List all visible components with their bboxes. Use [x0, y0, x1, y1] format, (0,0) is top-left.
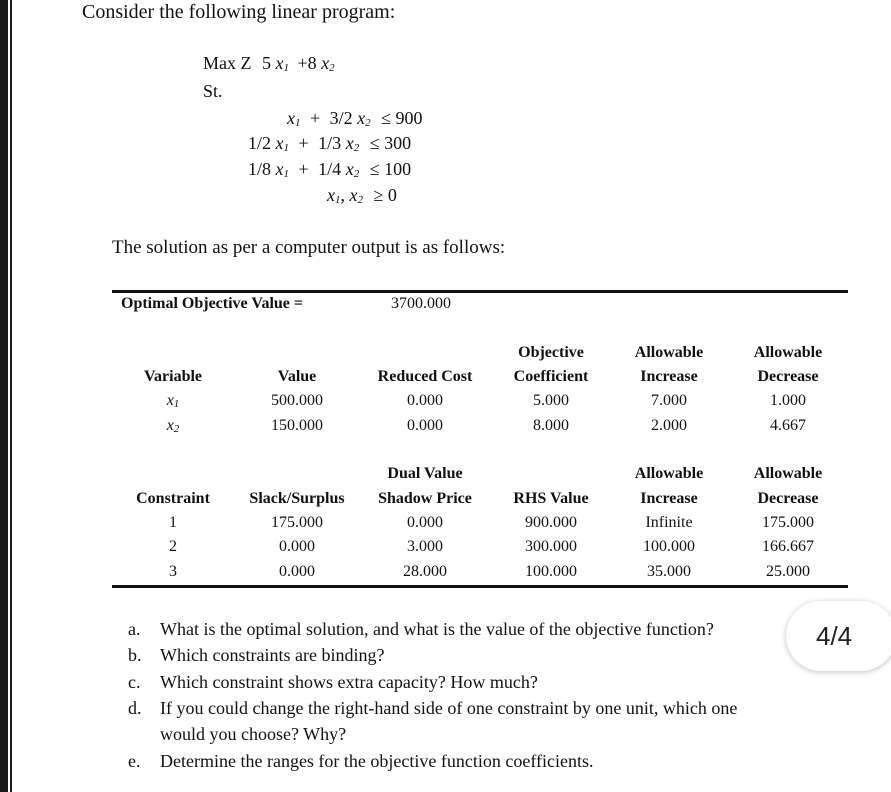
con-shadow: 3.000: [407, 538, 443, 555]
header-con-decrease-top: Allowable: [753, 465, 823, 482]
header-objective-bottom: Coefficient: [513, 368, 589, 385]
header-increase-bottom: Increase: [640, 368, 698, 385]
header-slack: Slack/Surplus: [249, 490, 345, 507]
header-decrease-top: Allowable: [753, 344, 823, 361]
var-coefficient: 8.000: [533, 417, 569, 434]
header-con-decrease-bottom: Decrease: [757, 490, 819, 507]
constraint-3-expr: 1/8 $x_1 + 1/4$ $x_2 \le 100$: [248, 159, 412, 180]
page-counter-badge[interactable]: 4/4: [786, 601, 891, 671]
con-increase: Infinite: [645, 514, 693, 531]
con-slack: 175.000: [271, 514, 323, 531]
table-row: $x_1$: [166, 392, 180, 410]
constraint-1-expr: $x_1 + 3/2$ $x_2 \le 900$: [287, 108, 423, 129]
header-increase-top: Allowable: [634, 344, 704, 361]
table-row: 2: [169, 538, 177, 555]
constraint-2-expr: 1/2 $x_1 + 1/3$ $x_2 \le 300$: [248, 133, 412, 154]
subject-to-label: St.: [203, 81, 223, 101]
nonnegativity-constraint: $x_1$, $x_2 \ge 0$: [327, 185, 397, 206]
con-slack: 0.000: [279, 563, 315, 580]
table-top-rule: [112, 290, 848, 293]
optimal-objective-label: Optimal Objective Value =: [121, 295, 303, 312]
var-decrease: 1.000: [770, 392, 806, 409]
var-coefficient: 5.000: [533, 392, 569, 409]
con-rhs: 100.000: [525, 563, 577, 580]
con-rhs: 300.000: [525, 538, 577, 555]
header-con-increase-bottom: Increase: [640, 490, 698, 507]
intro-text: Consider the following linear program:: [82, 1, 396, 23]
con-shadow: 0.000: [407, 514, 443, 531]
con-decrease: 166.667: [762, 538, 814, 555]
header-con-increase-top: Allowable: [634, 465, 704, 482]
con-slack: 0.000: [279, 538, 315, 555]
optimal-objective-value: 3700.000: [391, 295, 451, 312]
var-decrease: 4.667: [770, 417, 806, 434]
left-border-inner: [10, 0, 12, 792]
var-value: 500.000: [271, 392, 323, 409]
con-increase: 100.000: [643, 538, 695, 555]
header-dual-bottom: Shadow Price: [378, 490, 472, 507]
left-border: [0, 0, 8, 792]
header-decrease-bottom: Decrease: [757, 368, 819, 385]
header-value: Value: [277, 368, 317, 385]
con-increase: 35.000: [647, 563, 691, 580]
var-value: 150.000: [271, 417, 323, 434]
header-variable: Variable: [143, 368, 203, 385]
objective-function: Max Z 5 $x_1 +8$ $x_2$: [203, 53, 335, 74]
var-reduced-cost: 0.000: [407, 392, 443, 409]
header-reduced-cost: Reduced Cost: [377, 368, 473, 385]
var-increase: 7.000: [651, 392, 687, 409]
table-row: $x_2$: [166, 417, 180, 435]
con-rhs: 900.000: [525, 514, 577, 531]
con-decrease: 25.000: [766, 563, 810, 580]
table-row: 1: [169, 514, 177, 531]
table-bottom-rule: [112, 585, 848, 588]
header-dual-top: Dual Value: [387, 465, 463, 482]
con-shadow: 28.000: [403, 563, 447, 580]
header-constraint: Constraint: [136, 490, 210, 507]
var-increase: 2.000: [651, 417, 687, 434]
var-reduced-cost: 0.000: [407, 417, 443, 434]
solution-intro: The solution as per a computer output is as follows:: [112, 237, 506, 258]
table-row: 3: [169, 563, 177, 580]
header-objective-top: Objective: [518, 344, 584, 361]
con-decrease: 175.000: [762, 514, 814, 531]
header-rhs: RHS Value: [513, 490, 589, 507]
